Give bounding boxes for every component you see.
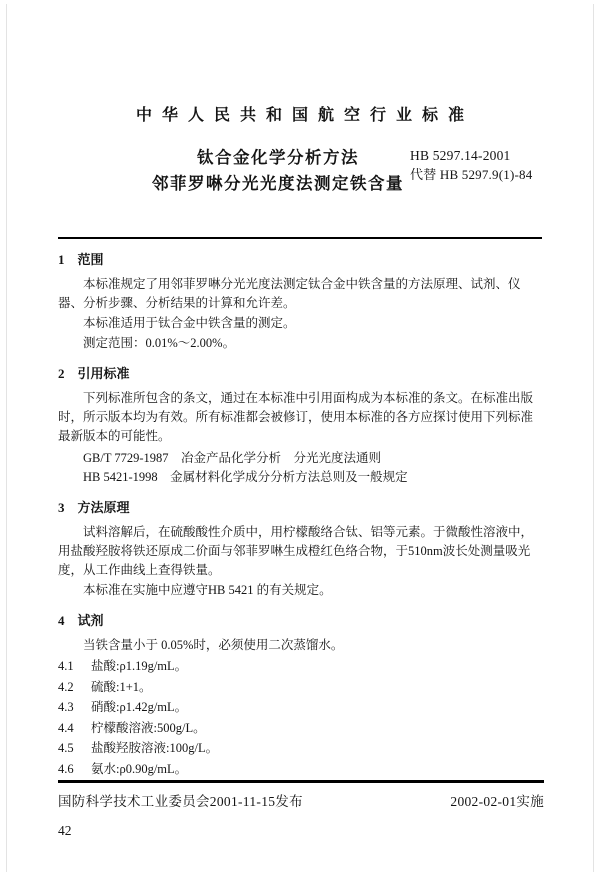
document-body [0, 251, 600, 779]
reagent-number: 4.3 [58, 700, 74, 714]
reagent-number: 4.4 [58, 720, 74, 735]
reagent-number: 4.5 [58, 741, 74, 755]
section-scope [58, 251, 542, 353]
reagent-item [58, 677, 542, 698]
reagent-text: 柠檬酸溶液:500g/L。 [91, 720, 206, 735]
replaced-standard: 代替 HB 5297.9(1)-84 [410, 167, 533, 182]
body-paragraph: 本标准规定了用邻菲罗啉分光光度法测定钛合金中铁含量的方法原理、试剂、仪器、分析步骤、分析结果的计算和允许差。 [58, 277, 521, 310]
body-paragraph: 下列标准所包含的条文，通过在本标准中引用面构成为本标准的条文。在标准出版时，所示版本均为有效。所有标准都会被修订，使用本标准的各方应探讨使用下列标准最新版本的可能性。 [58, 391, 534, 443]
footer-divider [58, 780, 544, 783]
body-paragraph: 当铁含量小于 0.05%时，必须使用二次蒸馏水。 [83, 638, 344, 652]
reagent-number: 4.2 [58, 679, 74, 694]
reference-entry: GB/T 7729-1987 冶金产品化学分析 分光光度法通则 [83, 451, 382, 465]
body-paragraph: 测定范围：0.01%～2.00%。 [83, 336, 236, 350]
reagent-item [58, 738, 542, 759]
standard-type-title: 中华人民共和国航空行业标准 [135, 107, 474, 124]
standard-number-block [410, 146, 532, 184]
section-heading: 4 试剂 [58, 613, 104, 628]
standard-number: HB 5297.14-2001 [410, 148, 511, 163]
reagent-text: 盐酸羟胺溶液:100g/L。 [91, 741, 219, 755]
reference-entry: HB 5421-1998 金属材料化学成分分析方法总则及一般规定 [83, 470, 408, 484]
body-paragraph: 本标准在实施中应遵守HB 5421 的有关规定。 [83, 583, 332, 597]
header-divider [58, 237, 542, 239]
reagent-item [58, 697, 542, 718]
section-references [58, 365, 542, 487]
reference-list [58, 449, 542, 487]
reagent-text: 硝酸:ρ1.42g/mL。 [91, 700, 188, 714]
reagent-list [58, 656, 542, 779]
reagent-item [58, 759, 542, 780]
title-block [0, 145, 600, 201]
reagent-number: 4.6 [58, 761, 74, 776]
reagent-item [58, 718, 542, 739]
body-paragraph: 试料溶解后，在硫酸酸性介质中，用柠檬酸络合钛、铝等元素。于微酸性溶液中，用盐酸羟胺将铁还原成二价面与邻菲罗啉生成橙红色络合物，于510nm波长处测量吸光度，从工作曲线上查得铁量。 [58, 525, 534, 577]
section-heading: 1 范围 [58, 252, 104, 267]
footer [58, 780, 544, 839]
standard-title-line1: 钛合金化学分析方法 [197, 148, 359, 167]
section-principle [58, 499, 542, 600]
page-number: 42 [58, 823, 72, 838]
reagent-text: 氨水:ρ0.90g/mL。 [91, 761, 188, 776]
issue-info: 国防科学技术工业委员会2001-11-15发布 [58, 794, 303, 809]
reagent-item [58, 656, 542, 677]
standard-title-line2: 邻菲罗啉分光光度法测定铁含量 [152, 174, 404, 193]
section-reagents [58, 612, 542, 779]
footer-row [58, 790, 544, 810]
implement-info: 2002-02-01实施 [450, 794, 544, 809]
reagent-text: 盐酸:ρ1.19g/mL。 [91, 659, 188, 673]
body-paragraph: 本标准适用于钛合金中铁含量的测定。 [83, 316, 296, 330]
reagent-text: 硫酸:1+1。 [91, 679, 152, 694]
section-heading: 3 方法原理 [58, 500, 130, 515]
reagent-number: 4.1 [58, 659, 74, 673]
section-heading: 2 引用标准 [58, 366, 130, 381]
